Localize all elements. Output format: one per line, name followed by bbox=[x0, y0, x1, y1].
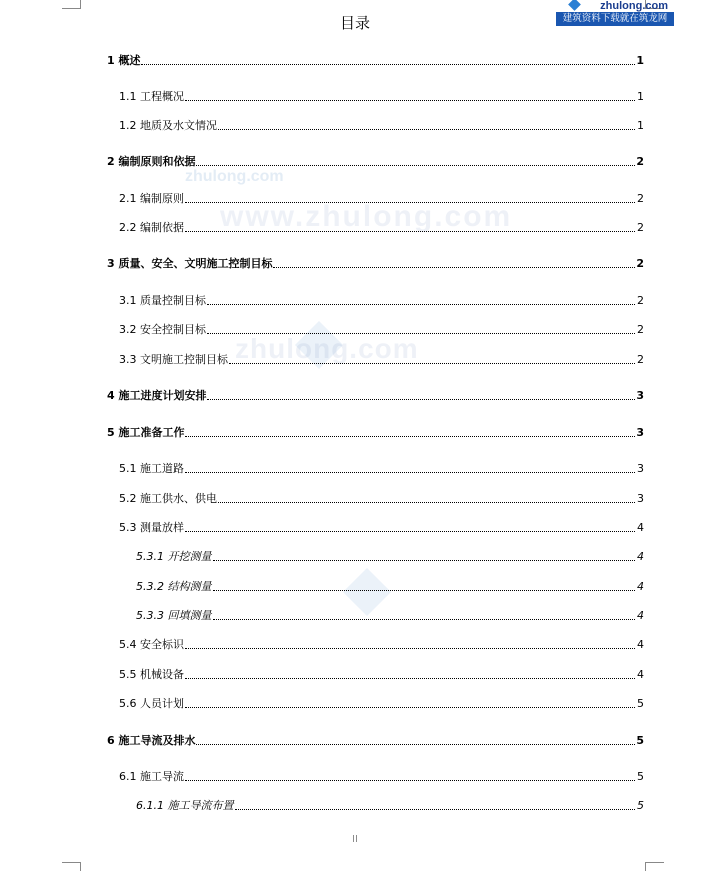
toc-dot-leader bbox=[185, 471, 635, 473]
toc-entry-label: 2 编制原则和依据 bbox=[107, 155, 196, 168]
toc-entry[interactable] bbox=[119, 697, 644, 711]
toc-entry[interactable] bbox=[119, 192, 644, 206]
toc-entry-label: 3.1 质量控制目标 bbox=[119, 294, 206, 307]
toc-entry-label: 5.3 测量放样 bbox=[119, 521, 184, 534]
toc-entry-label: 1 概述 bbox=[107, 54, 141, 67]
toc-entry[interactable] bbox=[119, 221, 644, 235]
toc-entry[interactable] bbox=[107, 54, 644, 68]
toc-entry[interactable] bbox=[107, 389, 644, 403]
toc-entry[interactable] bbox=[119, 521, 644, 535]
toc-entry[interactable] bbox=[136, 580, 644, 594]
toc-dot-leader bbox=[185, 201, 635, 203]
toc-dot-leader bbox=[196, 164, 635, 166]
toc-dot-leader bbox=[185, 706, 635, 708]
toc-entry-page: 4 bbox=[637, 609, 644, 622]
toc-entry[interactable] bbox=[119, 323, 644, 337]
toc-entry-label: 3.3 文明施工控制目标 bbox=[119, 353, 228, 366]
toc-entry[interactable] bbox=[136, 550, 644, 564]
toc-entry-label: 2.2 编制依据 bbox=[119, 221, 184, 234]
toc-entry-label: 2.1 编制原则 bbox=[119, 192, 184, 205]
toc-entry[interactable] bbox=[119, 353, 644, 367]
toc-entry-label: 4 施工进度计划安排 bbox=[107, 389, 207, 402]
logo-brand: zhulong.com bbox=[600, 0, 668, 12]
toc-entry-label: 5.1 施工道路 bbox=[119, 462, 184, 475]
toc-entry-page: 4 bbox=[637, 668, 644, 681]
toc-dot-leader bbox=[273, 266, 635, 268]
toc-entry-label: 5.5 机械设备 bbox=[119, 668, 184, 681]
toc-entry-page: 5 bbox=[636, 734, 644, 747]
toc-entry[interactable] bbox=[136, 609, 644, 623]
toc-dot-leader bbox=[235, 808, 636, 810]
toc-entry[interactable] bbox=[136, 799, 644, 813]
toc-dot-leader bbox=[196, 743, 635, 745]
toc-entry-label: 5.3.3 回填测量 bbox=[136, 609, 212, 622]
toc-entry-page: 5 bbox=[637, 697, 644, 710]
toc-entry-label: 5.6 人员计划 bbox=[119, 697, 184, 710]
toc-entry-page: 1 bbox=[637, 119, 644, 132]
toc-entry-page: 5 bbox=[637, 799, 644, 812]
toc-entry[interactable] bbox=[119, 119, 644, 133]
toc-entry-page: 1 bbox=[636, 54, 644, 67]
toc-entry-label: 6.1 施工导流 bbox=[119, 770, 184, 783]
toc-dot-leader bbox=[141, 63, 635, 65]
logo-slogan: 建筑资料下载就在筑龙网 bbox=[556, 12, 674, 26]
toc-entry[interactable] bbox=[119, 638, 644, 652]
toc-dot-leader bbox=[229, 362, 635, 364]
toc-dot-leader bbox=[185, 779, 635, 781]
toc-entry-page: 2 bbox=[637, 192, 644, 205]
toc-dot-leader bbox=[218, 128, 635, 130]
toc-dot-leader bbox=[185, 230, 635, 232]
toc-dot-leader bbox=[218, 501, 635, 503]
page-number: II bbox=[352, 834, 358, 845]
toc-dot-leader bbox=[185, 530, 635, 532]
toc-entry[interactable] bbox=[119, 492, 644, 506]
toc-entry-label: 5.3.2 结构测量 bbox=[136, 580, 212, 593]
toc-entry-label: 6.1.1 施工导流布置 bbox=[136, 799, 234, 812]
toc-entry-page: 2 bbox=[636, 257, 644, 270]
toc-entry-label: 1.1 工程概况 bbox=[119, 90, 184, 103]
toc-entry-page: 1 bbox=[637, 90, 644, 103]
watermark-line2: zhulong.com bbox=[235, 333, 419, 364]
toc-entry-label: 5.4 安全标识 bbox=[119, 638, 184, 651]
toc-entry-page: 4 bbox=[637, 638, 644, 651]
toc-entry[interactable] bbox=[107, 257, 644, 271]
toc-entry[interactable] bbox=[107, 734, 644, 748]
page-title: 目录 bbox=[339, 14, 370, 32]
toc-dot-leader bbox=[207, 332, 635, 334]
toc-dot-leader bbox=[185, 647, 635, 649]
toc-entry-label: 3 质量、安全、文明施工控制目标 bbox=[107, 257, 273, 270]
toc-entry-label: 5.2 施工供水、供电 bbox=[119, 492, 217, 505]
toc-entry-label: 5 施工准备工作 bbox=[107, 426, 185, 439]
toc-dot-leader bbox=[185, 99, 635, 101]
toc-entry[interactable] bbox=[119, 90, 644, 104]
toc-entry-page: 2 bbox=[637, 294, 644, 307]
toc-entry-page: 3 bbox=[636, 426, 644, 439]
toc-entry-page: 5 bbox=[637, 770, 644, 783]
toc-entry[interactable] bbox=[107, 155, 644, 169]
toc-dot-leader bbox=[213, 618, 636, 620]
toc-dot-leader bbox=[207, 398, 635, 400]
toc-entry-page: 2 bbox=[636, 155, 644, 168]
toc-dot-leader bbox=[213, 559, 636, 561]
toc-entry-page: 2 bbox=[637, 353, 644, 366]
toc-entry-page: 4 bbox=[637, 521, 644, 534]
toc-entry-label: 3.2 安全控制目标 bbox=[119, 323, 206, 336]
toc-entry-page: 3 bbox=[637, 492, 644, 505]
toc-entry-page: 2 bbox=[637, 221, 644, 234]
toc-entry-label: 1.2 地质及水文情况 bbox=[119, 119, 217, 132]
toc-entry-page: 2 bbox=[637, 323, 644, 336]
toc-dot-leader bbox=[185, 435, 635, 437]
toc-dot-leader bbox=[185, 677, 635, 679]
toc-entry-label: 5.3.1 开挖测量 bbox=[136, 550, 212, 563]
toc-dot-leader bbox=[207, 303, 635, 305]
toc-entry-page: 3 bbox=[637, 462, 644, 475]
toc-entry[interactable] bbox=[119, 294, 644, 308]
toc-entry-page: 4 bbox=[637, 580, 644, 593]
toc-entry[interactable] bbox=[107, 426, 644, 440]
toc-entry-label: 6 施工导流及排水 bbox=[107, 734, 196, 747]
toc-entry[interactable] bbox=[119, 462, 644, 476]
toc-entry-page: 4 bbox=[637, 550, 644, 563]
toc-dot-leader bbox=[213, 589, 636, 591]
watermark-line1: www.zhulong.com bbox=[220, 200, 513, 233]
toc-entry[interactable] bbox=[119, 770, 644, 784]
watermark-small: zhulong.com bbox=[185, 168, 284, 185]
toc-entry-page: 3 bbox=[636, 389, 644, 402]
toc-entry[interactable] bbox=[119, 668, 644, 682]
